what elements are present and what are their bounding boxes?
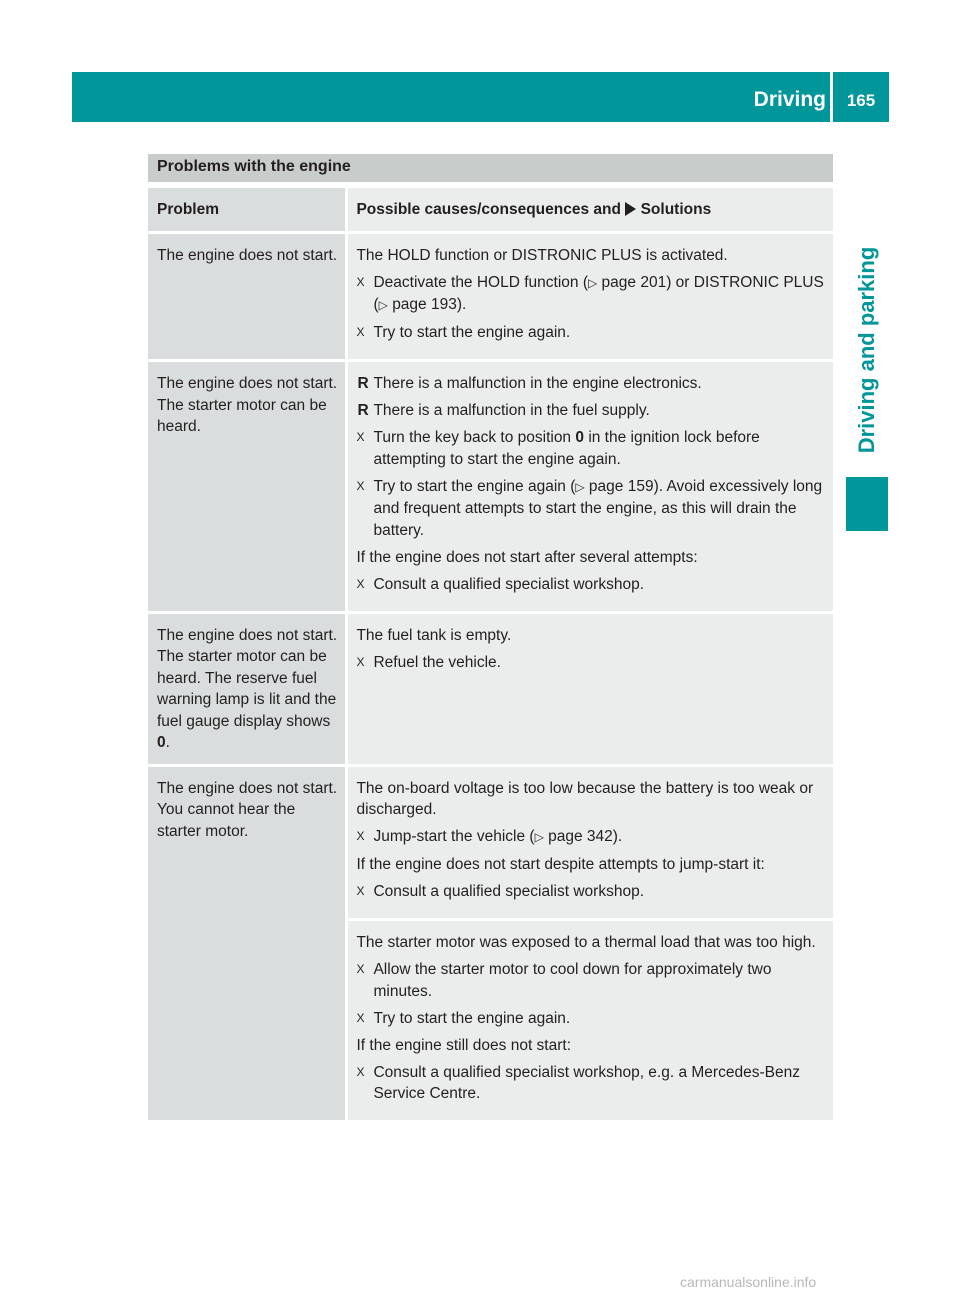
bullet-item: R There is a malfunction in the engine electronics. [356,373,827,395]
problems-table [148,188,833,1120]
page-link[interactable]: page 159 [588,477,654,495]
step-item: X Allow the starter motor to cool down for approximately two minutes. [356,961,772,1000]
problem-cell: The engine does not start. The starter motor can be heard. [148,362,348,614]
table-row [148,614,833,767]
step-item: X Consult a qualified specialist workshop. [356,883,644,900]
step-item: X Try to start the engine again (▷ page 159). Avoid excessively long and frequent attempts to start the engine, as this will drain the battery. [356,477,823,539]
step-item: X Turn the key back to position 0 in the ignition lock before attempting to start the engine again. [356,429,760,468]
table-title-bar [148,154,833,182]
step-marker-icon: X [356,1064,365,1079]
table-row [148,767,833,922]
column-header-problem: Problem [148,188,348,234]
cause-text: The HOLD function or DISTRONIC PLUS is activated. [356,246,728,264]
page-link[interactable]: page 201 [601,273,667,291]
section-title: Driving [753,88,826,111]
side-tab-marker [846,477,888,531]
step-marker-icon: X [356,1010,365,1025]
side-tab [846,230,888,470]
solution-cell [348,234,833,363]
play-arrow-icon [625,202,636,216]
step-marker-icon: X [356,478,365,493]
table-title: Problems with the engine [157,158,351,175]
note-text: If the engine does not start despite attempts to jump-start it: [356,856,765,873]
step-item: X Try to start the engine again. [356,1009,571,1027]
step-marker-icon: X [356,325,365,339]
step-item: X Consult a qualified specialist workshop, e.g. a Mercedes-Benz Service Centre. [356,1063,800,1102]
step-marker-icon: X [356,884,365,898]
note-text: If the engine does not start after several attempts: [356,548,698,566]
page-link[interactable]: page 342 [548,828,613,845]
solution-cell [348,767,833,922]
table-row [148,362,833,614]
solution-cell [348,614,833,767]
bullet-item: R There is a malfunction in the fuel supply. [356,400,827,422]
page-link[interactable]: page 193 [392,296,457,313]
bullet-marker-icon: R [357,375,369,392]
problem-cell: The engine does not start. [148,234,348,363]
step-marker-icon: X [356,576,365,591]
step-item: X Consult a qualified specialist workshop. [356,575,644,593]
page-ref-icon: ▷ [534,830,544,844]
bullet-marker-icon: R [357,402,369,419]
step-marker-icon: X [356,829,365,843]
cause-text: The fuel tank is empty. [356,626,512,644]
problem-cell: The engine does not start. You cannot hear the starter motor. [148,767,348,1121]
cause-text: The on-board voltage is too low because the battery is too weak or discharged. [356,779,814,818]
column-header-solutions [348,188,833,234]
problem-cell: The engine does not start. The starter motor can be heard. The reserve fuel warning lamp is lit and the fuel gauge display shows 0. [148,614,348,767]
step-item: X Try to start the engine again. [356,324,571,341]
solution-cell [348,362,833,614]
solution-cell [348,921,833,1120]
column-header-solutions-label: Solutions [640,201,712,218]
step-marker-icon: X [356,962,365,976]
table-row [148,234,833,363]
page-number: 165 [846,91,876,110]
step-item: X Jump-start the vehicle (▷ page 342). [356,828,623,845]
cause-text: The starter motor was exposed to a thermal load that was too high. [356,934,816,951]
page-ref-icon: ▷ [378,298,388,312]
watermark: carmanualsonline.info [680,1274,817,1290]
step-marker-icon: X [356,430,365,444]
header-divider [830,72,833,122]
step-marker-icon: X [356,274,365,289]
step-item: X Deactivate the HOLD function (▷ page 201) or DISTRONIC PLUS (▷ page 193). [356,273,824,313]
note-text: If the engine still does not start: [356,1036,572,1054]
side-tab-label: Driving and parking [854,246,879,454]
column-header-solutions-text: Possible causes/consequences and [356,201,621,218]
page-ref-icon: ▷ [575,479,585,494]
step-item: X Refuel the vehicle. [356,653,501,671]
page-ref-icon: ▷ [588,275,598,290]
step-marker-icon: X [356,654,365,669]
